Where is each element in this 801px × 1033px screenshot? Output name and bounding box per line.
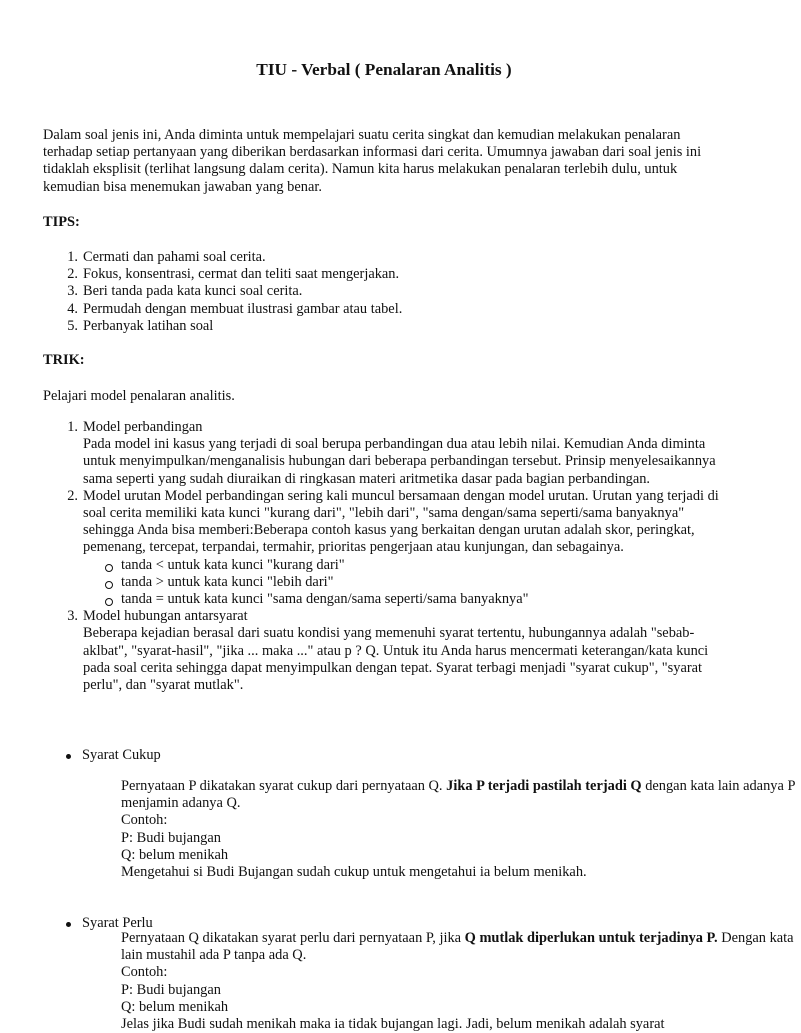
trik-heading: TRIK: [43, 352, 85, 368]
example-label: Contoh: [121, 812, 168, 829]
tips-heading: TIPS: [43, 214, 80, 230]
models-list [43, 419, 723, 694]
model-body: Pada model ini kasus yang terjadi di soal berupa perbandingan dua atau lebih nilai. Kemudian Anda diminta untuk menyimpulkan/menganalisis hubungan dari beberapa perbandingan tersebut. Prinsip menyelesaikannya sama seperti yang sudah diuraikan di ringkasan materi aritmetika dasar pada bagian perbandingan. [83, 436, 716, 487]
definition-paragraph [121, 930, 801, 964]
model-title: Model hubungan antarsyarat [83, 608, 248, 625]
definition-emphasis: Q mutlak diperlukan untuk terjadinya P. [464, 930, 718, 946]
list-number: 3. [67, 283, 78, 300]
example-q: Q: belum menikah [121, 846, 229, 863]
circle-bullet-icon [105, 581, 113, 589]
list-item-text: tanda < untuk kata kunci "kurang dari" [121, 556, 345, 573]
example-p: P: Budi bujangan [121, 981, 221, 998]
list-item [43, 301, 723, 318]
page-title: TIU - Verbal ( Penalaran Analitis ) [256, 60, 512, 79]
circle-bullet-icon [105, 564, 113, 572]
definition-text-end: dengan kata lain adanya P menjamin adanya Q. [121, 778, 795, 812]
definition-text: Pernyataan Q dikatakan syarat perlu dari pernyataan P, jika [121, 930, 465, 946]
list-item [43, 266, 723, 283]
definition-paragraph [121, 778, 801, 812]
list-number: 5. [67, 317, 78, 334]
list-item-model-hubungan [43, 608, 723, 694]
list-number: 4. [67, 300, 78, 317]
trik-lead: Pelajari model penalaran analitis. [43, 388, 235, 404]
definition-text: Pernyataan P dikatakan syarat cukup dari pernyataan Q. [121, 778, 447, 794]
list-item-text: Permudah dengan membuat ilustrasi gambar atau tabel. [83, 300, 403, 317]
list-item-text: Cermati dan pahami soal cerita. [83, 249, 266, 265]
syarat-perlu-label: Syarat Perlu [82, 915, 153, 932]
list-number: 1. [67, 249, 78, 265]
list-number: 2. [67, 487, 78, 504]
example-label: Contoh: [121, 964, 168, 981]
list-item [83, 557, 723, 574]
intro-paragraph: Dalam soal jenis ini, Anda diminta untuk mempelajari suatu cerita singkat dan kemudian melakukan penalaran terhadap setiap pertanyaan yang diberikan berdasarkan informasi dari cerita. Umumnya jawaban dari soal jenis ini tidaklah eksplisit (terlihat langsung dalam cerita). Namun kita harus melakukan penalaran terlebih dulu, untuk kemudian bisa menemukan jawaban yang benar. [43, 127, 702, 195]
example-q: Q: belum menikah [121, 998, 229, 1015]
list-item-model-urutan [43, 488, 723, 608]
list-item-text: tanda = untuk kata kunci "sama dengan/sama seperti/sama banyaknya" [121, 591, 529, 608]
list-item [83, 574, 723, 591]
list-number: 3. [67, 608, 78, 625]
list-item [43, 283, 723, 300]
list-item [43, 249, 723, 266]
circle-bullet-icon [105, 598, 113, 606]
model-title: Model perbandingan [83, 419, 203, 435]
disc-bullet-icon [66, 754, 71, 759]
list-number: 2. [67, 266, 78, 283]
definition-text-end: Dengan kata lain mustahil ada P tanpa ada Q. [121, 930, 794, 964]
syarat-perlu-body [43, 930, 801, 1033]
example-conclusion: Mengetahui si Budi Bujangan sudah cukup untuk mengetahui ia belum menikah. [121, 864, 587, 881]
syarat-cukup-body [43, 778, 801, 881]
list-item-model-perbandingan [43, 419, 723, 488]
list-item [83, 591, 723, 608]
list-item-text: Perbanyak latihan soal [83, 317, 214, 334]
list-item-text: tanda > untuk kata kunci "lebih dari" [121, 573, 334, 590]
list-item-text: Fokus, konsentrasi, cermat dan teliti saat mengerjakan. [83, 266, 400, 283]
disc-bullet-icon [66, 922, 71, 927]
model-body: Beberapa kejadian berasal dari suatu kondisi yang memenuhi syarat tertentu, hubungannya adalah "sebab-aklbat", "syarat-hasil", "jika ... maka ..." atau p ? Q. Untuk itu Anda harus mencermati keterangan/kata kunci pada soal cerita sehingga dapat menyimpulkan dengan tepat. Syarat terbagi menjadi "syarat cukup", "syarat perlu", dan "syarat mutlak". [83, 625, 709, 694]
model-text: Model urutan Model perbandingan sering kali muncul bersamaan dengan model urutan. Urutan yang terjadi di soal cerita memiliki kata kunci "kurang dari", "lebih dari", "sama dengan/sama seperti/sama banyaknya" sehingga Anda bisa memberi:Beberapa contoh kasus yang berkaitan dengan urutan adalah skor, peringkat, pemenang, tercepat, terpandai, termahir, prioritas pengerjaan atau kunjungan, dan sebagainya. [83, 487, 719, 556]
example-conclusion: Jelas jika Budi sudah menikah maka ia tidak bujangan lagi. Jadi, belum menikah adalah syarat [121, 1016, 665, 1033]
example-p: P: Budi bujangan [121, 829, 221, 846]
syarat-cukup-label: Syarat Cukup [82, 747, 161, 763]
list-item-text: Beri tanda pada kata kunci soal cerita. [83, 283, 303, 300]
definition-emphasis: Jika P terjadi pastilah terjadi Q [446, 778, 642, 794]
list-number: 1. [67, 419, 78, 435]
sign-list [83, 557, 723, 609]
tips-list [43, 249, 723, 335]
syarat-cukup-item [43, 747, 762, 764]
list-item [43, 318, 723, 335]
